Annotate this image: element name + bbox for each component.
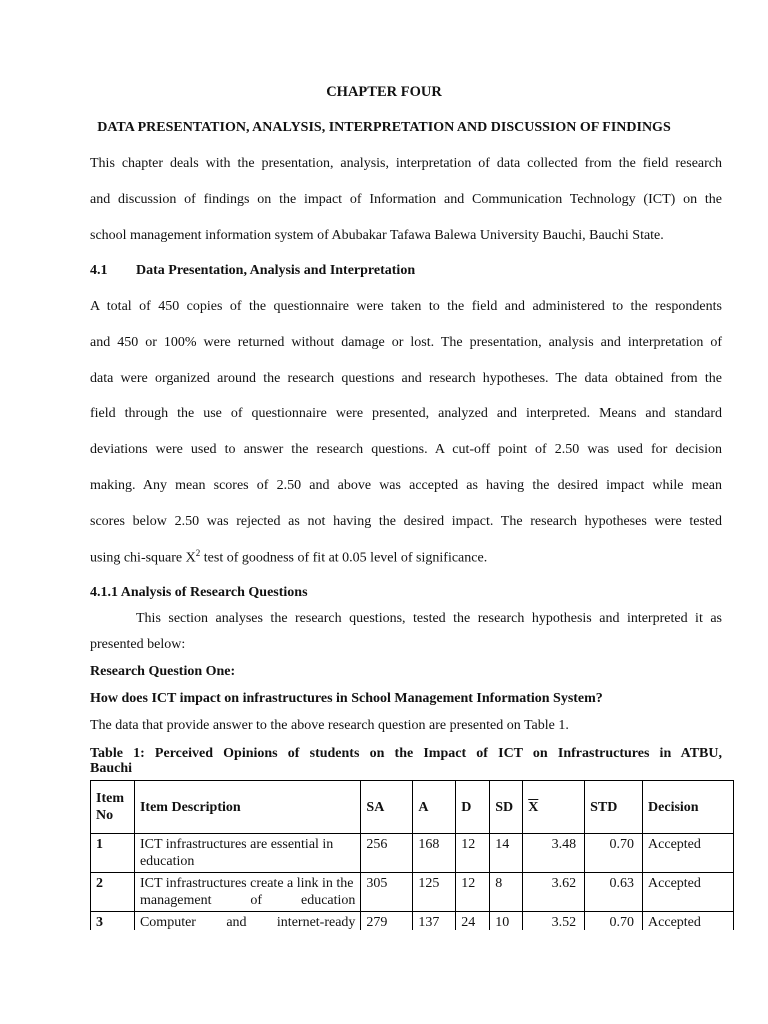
cell-sd: 14 xyxy=(490,834,523,873)
intro-line: school management information system of Abubakar Tafawa Balewa University Bauchi, Bauchi State. xyxy=(90,228,664,243)
body-line: making. Any mean scores of 2.50 and above was accepted as having the desired impact while mean xyxy=(90,478,722,493)
table-caption-line: Bauchi xyxy=(90,761,133,776)
intro-line: and discussion of findings on the impact of Information and Communication Technology (ICT) on the xyxy=(90,192,722,207)
superscript: 2 xyxy=(195,548,201,558)
cell-std: 0.70 xyxy=(585,834,643,873)
cell-d: 24 xyxy=(456,912,490,934)
table-header-row xyxy=(91,781,734,834)
cell-a: 125 xyxy=(413,873,456,912)
cell-sa: 279 xyxy=(361,912,413,934)
table-caption-line: Table 1: Perceived Opinions of students on the Impact of ICT on Infrastructures in ATBU, xyxy=(90,746,722,761)
cell-d: 12 xyxy=(456,873,490,912)
body-line: scores below 2.50 was rejected as not having the desired impact. The research hypotheses were tested xyxy=(90,514,722,529)
table-row xyxy=(91,873,734,912)
table-row xyxy=(91,834,734,873)
body-line: A total of 450 copies of the questionnaire were taken to the field and administered to the respondents xyxy=(90,299,722,314)
chapter-subtitle: DATA PRESENTATION, ANALYSIS, INTERPRETATION AND DISCUSSION OF FINDINGS xyxy=(97,120,671,135)
section-number: 4.1 xyxy=(90,263,108,278)
body-line-last xyxy=(90,548,722,567)
cell-mean: 3.52 xyxy=(523,912,585,934)
cell-decision: Accepted xyxy=(643,834,734,873)
cell-decision: Accepted xyxy=(643,873,734,912)
chapter-title: CHAPTER FOUR xyxy=(326,84,442,100)
cell-item-no: 2 xyxy=(91,873,135,912)
subsection-title: 4.1.1 Analysis of Research Questions xyxy=(90,585,308,600)
mean-symbol: $\overline{X}$ xyxy=(528,799,539,815)
cell-sa: 305 xyxy=(361,873,413,912)
page-bottom-margin xyxy=(0,930,768,1024)
cell-item-no: 1 xyxy=(91,834,135,873)
body-line: presented below: xyxy=(90,637,186,652)
body-line: and 450 or 100% were returned without damage or lost. The presentation, analysis and interpretation of xyxy=(90,335,722,350)
cell-sa: 256 xyxy=(361,834,413,873)
cell-std: 0.63 xyxy=(585,873,643,912)
section-title: Data Presentation, Analysis and Interpretation xyxy=(136,263,416,278)
cell-sd: 10 xyxy=(490,912,523,934)
cell-description: Computer and internet-ready xyxy=(134,912,360,934)
col-header: Decision xyxy=(643,781,734,834)
cell-description: ICT infrastructures create a link in the management of education xyxy=(134,873,360,912)
col-header: A xyxy=(413,781,456,834)
chi-square-text-rest: test of goodness of fit at 0.05 level of significance. xyxy=(200,550,488,566)
data-table xyxy=(90,780,734,934)
col-header: Item Description xyxy=(134,781,360,834)
cell-mean: 3.48 xyxy=(523,834,585,873)
chi-square-text: using chi-square X xyxy=(90,550,196,566)
research-question-intro: The data that provide answer to the above research question are presented on Table 1. xyxy=(90,718,569,733)
research-question-text: How does ICT impact on infrastructures in School Management Information System? xyxy=(90,691,603,706)
cell-item-no: 3 xyxy=(91,912,135,934)
cell-std: 0.70 xyxy=(585,912,643,934)
body-line: field through the use of questionnaire were presented, analyzed and interpreted. Means and standard xyxy=(90,406,722,421)
cell-decision: Accepted xyxy=(643,912,734,934)
col-header: SA xyxy=(361,781,413,834)
cell-mean: 3.62 xyxy=(523,873,585,912)
cell-d: 12 xyxy=(456,834,490,873)
body-line: data were organized around the research questions and research hypotheses. The data obtained from the xyxy=(90,371,722,386)
col-header: STD xyxy=(585,781,643,834)
body-line: deviations were used to answer the research questions. A cut-off point of 2.50 was used for decision xyxy=(90,442,722,457)
col-header-mean xyxy=(523,781,585,834)
col-header: SD xyxy=(490,781,523,834)
intro-line: This chapter deals with the presentation, analysis, interpretation of data collected from the field research xyxy=(90,156,722,171)
cell-a: 168 xyxy=(413,834,456,873)
table-caption xyxy=(90,746,722,776)
col-header: Item No xyxy=(91,781,135,834)
body-line: This section analyses the research questions, tested the research hypothesis and interpreted it as xyxy=(136,611,722,626)
cell-description: ICT infrastructures are essential in education xyxy=(134,834,360,873)
cell-sd: 8 xyxy=(490,873,523,912)
research-question-heading: Research Question One: xyxy=(90,664,236,679)
cell-a: 137 xyxy=(413,912,456,934)
col-header: D xyxy=(456,781,490,834)
